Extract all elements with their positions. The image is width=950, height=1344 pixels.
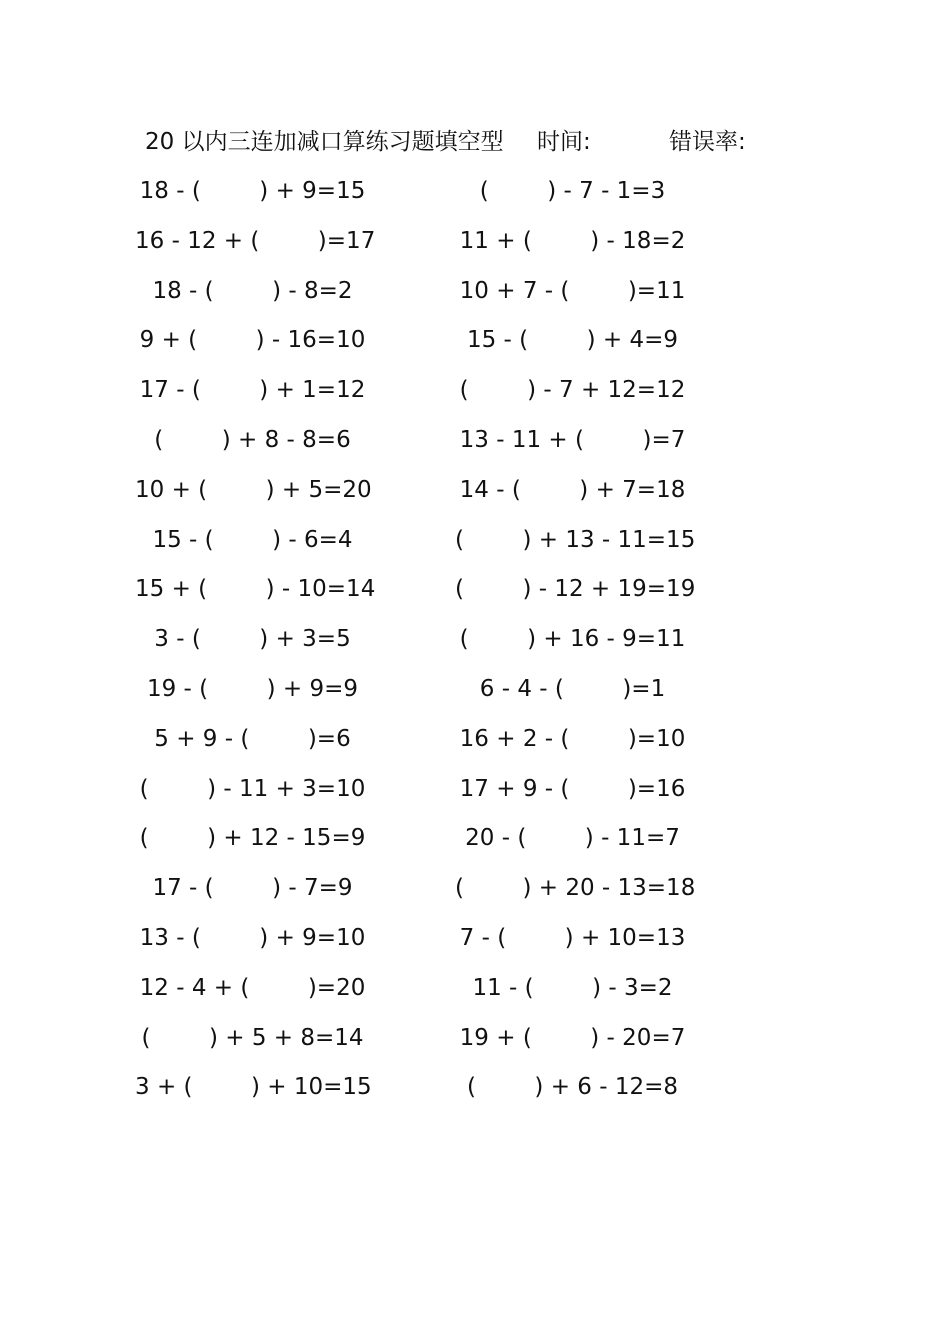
equation-left-18: ( ) + 5 + 8=14 (141, 1024, 364, 1051)
equation-right-8: ( ) + 13 - 11=15 (455, 526, 696, 553)
time-label: 时间: (537, 129, 591, 155)
worksheet-title: 20 以内三连加减口算练习题填空型 (145, 129, 504, 155)
equation-left-3: 18 - ( ) - 8=2 (152, 277, 353, 304)
equation-left-10: 3 - ( ) + 3=5 (154, 626, 351, 653)
equation-left-15: 17 - ( ) - 7=9 (152, 875, 353, 902)
equation-right-16: 7 - ( ) + 10=13 (459, 924, 686, 951)
equation-right-11: 6 - 4 - ( )=1 (479, 675, 666, 702)
equation-right-9: ( ) - 12 + 19=19 (455, 576, 696, 603)
problem-column-left (135, 173, 376, 1119)
equation-right-13: 17 + 9 - ( )=16 (459, 775, 686, 802)
equation-right-14: 20 - ( ) - 11=7 (465, 825, 680, 852)
equation-right-1: ( ) - 7 - 1=3 (479, 178, 666, 204)
equation-right-12: 16 + 2 - ( )=10 (459, 725, 686, 752)
error-rate-label: 错误率: (669, 129, 746, 155)
equation-left-7: 10 + ( ) + 5=20 (135, 476, 372, 503)
problem-column-right (455, 173, 696, 1119)
worksheet-header (145, 124, 765, 160)
equation-right-6: 13 - 11 + ( )=7 (459, 426, 686, 453)
equation-left-13: ( ) - 11 + 3=10 (139, 775, 366, 802)
equation-right-5: ( ) - 7 + 12=12 (459, 377, 686, 404)
equation-right-7: 14 - ( ) + 7=18 (459, 476, 686, 503)
equation-left-6: ( ) + 8 - 8=6 (154, 426, 351, 453)
equation-left-5: 17 - ( ) + 1=12 (139, 377, 366, 404)
equation-right-2: 11 + ( ) - 18=2 (459, 227, 686, 254)
equation-left-11: 19 - ( ) + 9=9 (146, 675, 359, 702)
equation-left-4: 9 + ( ) - 16=10 (139, 327, 366, 354)
equation-left-12: 5 + 9 - ( )=6 (154, 725, 351, 752)
equation-right-18: 19 + ( ) - 20=7 (459, 1024, 686, 1051)
equation-left-9: 15 + ( ) - 10=14 (135, 576, 376, 603)
equation-left-2: 16 - 12 + ( )=17 (135, 227, 376, 254)
equation-left-19: 3 + ( ) + 10=15 (135, 1074, 372, 1101)
equation-right-17: 11 - ( ) - 3=2 (472, 974, 673, 1001)
equation-right-3: 10 + 7 - ( )=11 (459, 277, 686, 304)
equation-left-1: 18 - ( ) + 9=15 (139, 178, 366, 204)
equation-left-8: 15 - ( ) - 6=4 (152, 526, 353, 553)
equation-right-15: ( ) + 20 - 13=18 (455, 875, 696, 902)
equation-left-16: 13 - ( ) + 9=10 (139, 924, 366, 951)
equation-right-19: ( ) + 6 - 12=8 (466, 1074, 679, 1101)
equation-left-14: ( ) + 12 - 15=9 (139, 825, 366, 852)
equation-right-10: ( ) + 16 - 9=11 (459, 626, 686, 653)
equation-left-17: 12 - 4 + ( )=20 (139, 974, 366, 1001)
equation-right-4: 15 - ( ) + 4=9 (466, 327, 679, 354)
